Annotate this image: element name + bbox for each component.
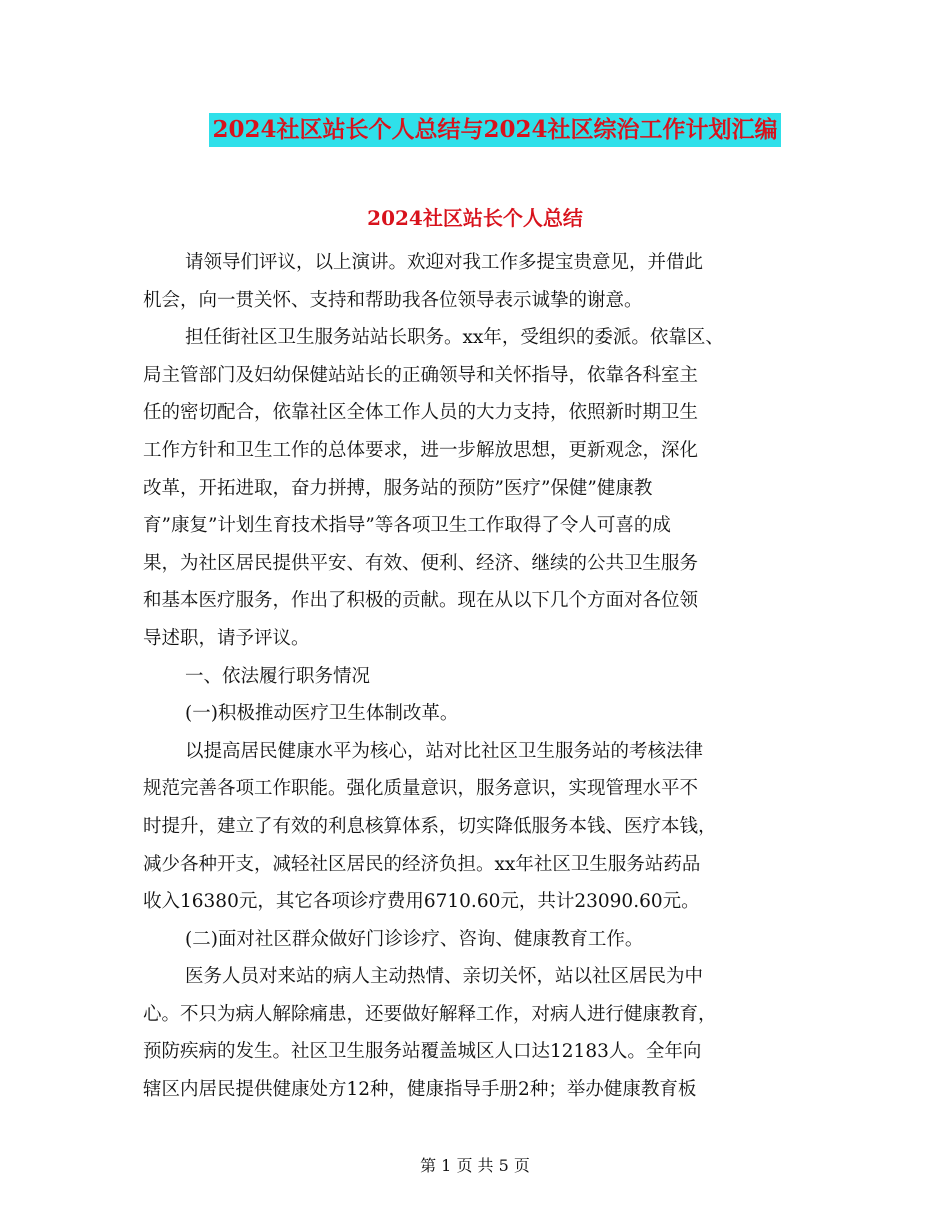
body-line: 辖区内居民提供健康处方12种，健康指导手册2种；举办健康教育板 bbox=[143, 1079, 697, 1101]
document-body bbox=[143, 244, 813, 1109]
body-line: 担任街社区卫生服务站站长职务。xx年，受组织的委派。依靠区、 bbox=[185, 327, 724, 349]
body-line: 减少各种开支，减轻社区居民的经济负担。xx年社区卫生服务站药品 bbox=[143, 853, 701, 875]
body-line: 时提升，建立了有效的利息核算体系，切实降低服务本钱、医疗本钱， bbox=[143, 815, 717, 837]
body-line: 以提高居民健康水平为核心，站对比社区卫生服务站的考核法律 bbox=[185, 740, 704, 762]
body-line: 机会，向一贯关怀、支持和帮助我各位领导表示诚挚的谢意。 bbox=[143, 289, 643, 311]
body-line: 心。不只为病人解除痛患，还要做好解释工作，对病人进行健康教育， bbox=[143, 1003, 717, 1025]
document-title: 2024社区站长个人总结与2024社区综治工作计划汇编 bbox=[209, 113, 780, 147]
body-line: 任的密切配合，依靠社区全体工作人员的大力支持，依照新时期卫生 bbox=[143, 402, 699, 424]
page-footer: 第 1 页 共 5 页 bbox=[420, 1156, 530, 1175]
body-line: 和基本医疗服务，作出了积极的贡献。现在从以下几个方面对各位领 bbox=[143, 590, 699, 612]
body-line: 规范完善各项工作职能。强化质量意识，服务意识，实现管理水平不 bbox=[143, 778, 699, 800]
body-line: 果，为社区居民提供平安、有效、便利、经济、继续的公共卫生服务 bbox=[143, 552, 699, 574]
body-line: 导述职，请予评议。 bbox=[143, 627, 310, 649]
body-line: 预防疾病的发生。社区卫生服务站覆盖城区人口达12183人。全年向 bbox=[143, 1041, 702, 1063]
document-title-wrapper bbox=[0, 113, 950, 147]
body-line: 一、依法履行职务情况 bbox=[185, 665, 371, 687]
body-line: (二)面对社区群众做好门诊诊疗、咨询、健康教育工作。 bbox=[185, 928, 644, 950]
body-line: 工作方针和卫生工作的总体要求，进一步解放思想，更新观念，深化 bbox=[143, 439, 699, 461]
body-line: 局主管部门及妇幼保健站站长的正确领导和关怀指导，依靠各科室主 bbox=[143, 364, 699, 386]
body-line: 育”康复”计划生育技术指导”等各项卫生工作取得了令人可喜的成 bbox=[143, 515, 671, 537]
body-line: 医务人员对来站的病人主动热情、亲切关怀，站以社区居民为中 bbox=[185, 966, 704, 988]
body-line: (一)积极推动医疗卫生体制改革。 bbox=[185, 703, 459, 725]
body-line: 收入16380元，其它各项诊疗费用6710.60元，共计23090.60元。 bbox=[143, 891, 700, 913]
section-title: 2024社区站长个人总结 bbox=[367, 206, 583, 230]
body-line: 请领导们评议，以上演讲。欢迎对我工作多提宝贵意见，并借此 bbox=[185, 252, 704, 273]
body-line: 改革，开拓进取，奋力拼搏，服务站的预防”医疗”保健”健康教 bbox=[143, 477, 653, 499]
